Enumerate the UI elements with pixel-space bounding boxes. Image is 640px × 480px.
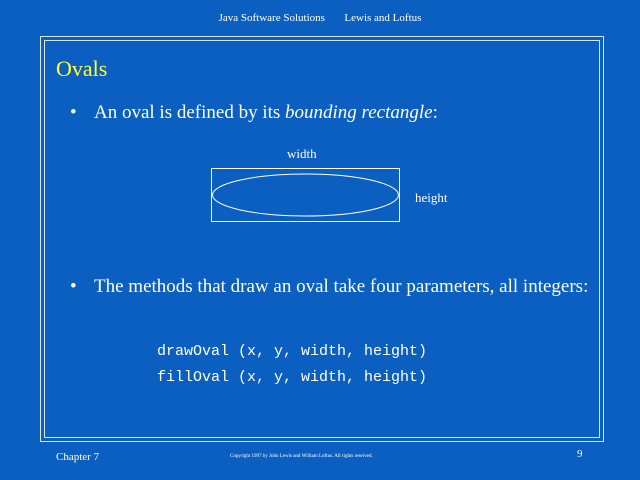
bullet1-emphasis: bounding rectangle [285, 102, 433, 123]
bullet1-prefix: An oval is defined by its [94, 102, 286, 123]
header-book-title: Java Software Solutions [218, 12, 325, 24]
diagram-height-label: height [415, 190, 448, 205]
oval-shape [213, 174, 399, 216]
footer-chapter: Chapter 7 [56, 451, 100, 463]
bullet-oval-methods [70, 275, 594, 299]
diagram-width-label: width [287, 146, 317, 161]
bounding-rectangle-diagram [211, 168, 401, 223]
bounding-rectangle [212, 169, 400, 222]
footer-copyright: Copyright 1997 by John Lewis and William Loftus. All rights reserved. [230, 454, 373, 459]
bullet1-suffix: : [432, 102, 438, 123]
bullet-oval-definition [70, 101, 594, 125]
bullet-point-icon: • [70, 276, 77, 297]
code-fill-oval: fillOval (x, y, width, height) [157, 369, 428, 386]
code-draw-oval: drawOval (x, y, width, height) [157, 343, 428, 360]
slide-title: Ovals [56, 56, 108, 81]
footer-page-number: 9 [577, 448, 583, 460]
slide-header [0, 12, 640, 24]
header-authors: Lewis and Loftus [344, 12, 422, 24]
bullet2-text: The methods that draw an oval take four parameters, all integers: [94, 276, 589, 297]
bullet-point-icon: • [70, 102, 77, 123]
